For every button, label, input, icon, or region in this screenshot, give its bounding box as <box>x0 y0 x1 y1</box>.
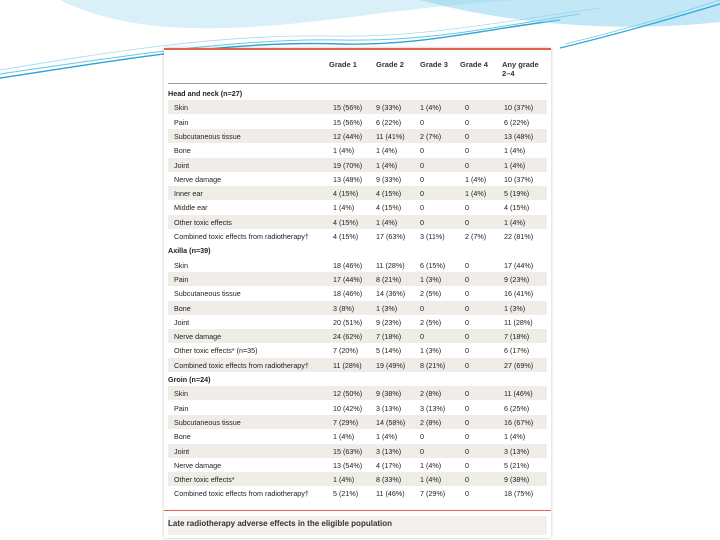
cell: 6 (22%) <box>504 117 530 127</box>
row-label: Joint <box>174 446 190 456</box>
cell: 15 (63%) <box>333 446 363 456</box>
cell: 0 <box>420 217 424 227</box>
cell: 0 <box>420 117 424 127</box>
table-row <box>168 172 547 186</box>
table-row <box>168 272 547 286</box>
cell: 0 <box>420 332 424 342</box>
cell: 0 <box>465 446 469 456</box>
cell: 13 (48%) <box>504 131 534 141</box>
cell: 2 (5%) <box>420 317 442 327</box>
cell: 11 (46%) <box>504 389 533 399</box>
cell: 1 (4%) <box>333 203 355 213</box>
cell: 0 <box>465 203 469 213</box>
cell: 3 (13%) <box>504 446 530 456</box>
table-row <box>168 158 547 172</box>
row-label: Joint <box>174 160 190 170</box>
cell: 10 (37%) <box>504 174 534 184</box>
cell: 0 <box>465 460 469 470</box>
table-row <box>168 329 547 343</box>
cell: 0 <box>465 389 469 399</box>
table-row <box>168 200 547 214</box>
cell: 0 <box>420 303 424 313</box>
cell: 1 (4%) <box>504 217 526 227</box>
table-row <box>168 386 547 400</box>
cell: 1 (4%) <box>420 475 442 485</box>
cell: 2 (7%) <box>465 232 487 241</box>
cell: 27 (69%) <box>504 360 534 370</box>
table-row <box>168 115 547 129</box>
row-label: Subcutaneous tissue <box>174 417 241 427</box>
cell: 9 (38%) <box>504 475 530 485</box>
cell: 1 (4%) <box>333 146 355 156</box>
cell: 16 (67%) <box>504 417 534 427</box>
cell: 18 (46%) <box>333 289 363 299</box>
cell: 6 (17%) <box>504 346 530 356</box>
cell: 7 (29%) <box>333 417 359 427</box>
row-label: Nerve damage <box>174 332 222 342</box>
cell: 5 (21%) <box>333 489 359 499</box>
header-grade-3: Grade 3 <box>420 60 448 69</box>
cell: 1 (4%) <box>420 460 442 470</box>
cell: 3 (13%) <box>376 446 402 456</box>
cell: 0 <box>420 160 424 170</box>
row-label: Combined toxic effects from radiotherapy† <box>174 232 309 241</box>
cell: 2 (7%) <box>420 131 442 141</box>
cell: 1 (4%) <box>504 160 526 170</box>
cell: 1 (4%) <box>420 103 442 113</box>
table-row <box>168 472 547 486</box>
cell: 22 (81%) <box>504 232 534 241</box>
table-row <box>168 358 547 372</box>
section-row <box>168 372 547 386</box>
cell: 0 <box>465 403 469 413</box>
row-label: Pain <box>174 403 189 413</box>
cell: 15 (56%) <box>333 103 363 113</box>
cell: 0 <box>420 446 424 456</box>
cell: 2 (5%) <box>420 289 442 299</box>
row-label: Subcutaneous tissue <box>174 289 241 299</box>
row-label: Middle ear <box>174 203 208 213</box>
top-rule <box>164 48 551 50</box>
cell: 0 <box>420 146 424 156</box>
cell: 0 <box>420 432 424 442</box>
cell: 11 (28%) <box>333 360 362 370</box>
cell: 0 <box>465 160 469 170</box>
cell: 1 (3%) <box>376 303 398 313</box>
cell: 0 <box>465 475 469 485</box>
cell: 6 (25%) <box>504 403 530 413</box>
cell: 0 <box>420 203 424 213</box>
cell: 4 (17%) <box>376 460 402 470</box>
cell: 11 (28%) <box>504 317 533 327</box>
cell: 9 (33%) <box>376 174 402 184</box>
cell: 5 (21%) <box>504 460 530 470</box>
cell: 0 <box>465 117 469 127</box>
row-label: Subcutaneous tissue <box>174 131 241 141</box>
cell: 5 (19%) <box>504 189 530 199</box>
table-row <box>168 315 547 329</box>
cell: 0 <box>465 303 469 313</box>
cell: 1 (4%) <box>376 146 398 156</box>
cell: 0 <box>465 289 469 299</box>
cell: 0 <box>465 217 469 227</box>
row-label: Pain <box>174 274 189 284</box>
section-label: Axilla (n=39) <box>168 246 211 256</box>
row-label: Skin <box>174 389 188 399</box>
cell: 7 (29%) <box>420 489 446 499</box>
cell: 17 (44%) <box>504 260 534 270</box>
row-label: Nerve damage <box>174 174 222 184</box>
row-label: Bone <box>174 303 191 313</box>
cell: 1 (4%) <box>376 432 398 442</box>
header-any-grade: Any grade 2–4 <box>502 60 539 78</box>
cell: 4 (15%) <box>376 203 402 213</box>
cell: 6 (22%) <box>376 117 402 127</box>
cell: 8 (33%) <box>376 475 402 485</box>
table-row <box>168 258 547 272</box>
table-row <box>168 444 547 458</box>
cell: 10 (37%) <box>504 103 534 113</box>
table-row <box>168 129 547 143</box>
cell: 17 (44%) <box>333 274 363 284</box>
cell: 0 <box>465 417 469 427</box>
table-row <box>168 429 547 443</box>
cell: 9 (33%) <box>376 103 402 113</box>
cell: 14 (36%) <box>376 289 406 299</box>
cell: 12 (50%) <box>333 389 363 399</box>
cell: 1 (3%) <box>420 346 442 356</box>
cell: 9 (38%) <box>376 389 402 399</box>
cell: 9 (23%) <box>504 274 530 284</box>
cell: 18 (75%) <box>504 489 534 499</box>
bottom-rule <box>164 510 551 511</box>
header-grade-1: Grade 1 <box>329 60 357 69</box>
header-rule <box>168 83 547 84</box>
cell: 4 (15%) <box>333 232 359 241</box>
cell: 1 (3%) <box>504 303 526 313</box>
cell: 11 (46%) <box>376 489 405 499</box>
cell: 0 <box>420 174 424 184</box>
table-row <box>168 143 547 157</box>
cell: 13 (54%) <box>333 460 363 470</box>
cell: 20 (51%) <box>333 317 363 327</box>
table-figure <box>164 48 551 538</box>
cell: 7 (18%) <box>376 332 402 342</box>
table-row <box>168 100 547 114</box>
row-label: Other toxic effects* (n=35) <box>174 346 258 356</box>
row-label: Combined toxic effects from radiotherapy† <box>174 360 309 370</box>
cell: 1 (4%) <box>376 160 398 170</box>
cell: 12 (44%) <box>333 131 363 141</box>
cell: 14 (58%) <box>376 417 406 427</box>
cell: 0 <box>465 146 469 156</box>
cell: 0 <box>465 360 469 370</box>
cell: 0 <box>465 346 469 356</box>
row-label: Pain <box>174 117 189 127</box>
section-row <box>168 243 547 257</box>
cell: 4 (15%) <box>376 189 402 199</box>
cell: 0 <box>465 332 469 342</box>
cell: 0 <box>465 432 469 442</box>
cell: 1 (4%) <box>376 217 398 227</box>
cell: 1 (4%) <box>333 432 355 442</box>
cell: 15 (56%) <box>333 117 363 127</box>
row-label: Other toxic effects* <box>174 475 235 485</box>
cell: 3 (8%) <box>333 303 355 313</box>
cell: 8 (21%) <box>420 360 446 370</box>
table-row <box>168 286 547 300</box>
cell: 2 (8%) <box>420 389 442 399</box>
header-grade-4: Grade 4 <box>460 60 488 69</box>
cell: 17 (63%) <box>376 232 406 241</box>
cell: 5 (14%) <box>376 346 402 356</box>
cell: 4 (15%) <box>504 203 530 213</box>
cell: 11 (41%) <box>376 131 405 141</box>
section-label: Groin (n=24) <box>168 375 211 384</box>
cell: 11 (28%) <box>376 260 405 270</box>
cell: 7 (18%) <box>504 332 530 342</box>
cell: 1 (4%) <box>504 432 526 442</box>
row-label: Other toxic effects <box>174 217 232 227</box>
table-row <box>168 415 547 429</box>
table-row <box>168 401 547 415</box>
cell: 0 <box>465 489 469 499</box>
cell: 0 <box>465 260 469 270</box>
section-label: Head and neck (n=27) <box>168 89 243 98</box>
cell: 0 <box>465 274 469 284</box>
cell: 1 (4%) <box>333 475 355 485</box>
cell: 8 (21%) <box>376 274 402 284</box>
row-label: Bone <box>174 432 191 442</box>
cell: 13 (48%) <box>333 174 363 184</box>
cell: 24 (62%) <box>333 332 363 342</box>
row-label: Inner ear <box>174 189 203 199</box>
cell: 1 (3%) <box>420 274 442 284</box>
cell: 4 (15%) <box>333 189 359 199</box>
cell: 1 (4%) <box>465 189 487 199</box>
cell: 7 (20%) <box>333 346 359 356</box>
cell: 16 (41%) <box>504 289 534 299</box>
cell: 10 (42%) <box>333 403 363 413</box>
cell: 9 (23%) <box>376 317 402 327</box>
table-row <box>168 186 547 200</box>
cell: 4 (15%) <box>333 217 359 227</box>
cell: 3 (13%) <box>376 403 402 413</box>
cell: 0 <box>420 189 424 199</box>
cell: 1 (4%) <box>465 174 487 184</box>
row-label: Skin <box>174 260 188 270</box>
row-label: Bone <box>174 146 191 156</box>
cell: 6 (15%) <box>420 260 446 270</box>
table-row <box>168 229 547 243</box>
header-grade-2: Grade 2 <box>376 60 404 69</box>
cell: 0 <box>465 317 469 327</box>
cell: 1 (4%) <box>504 146 526 156</box>
cell: 19 (49%) <box>376 360 406 370</box>
row-label: Joint <box>174 317 190 327</box>
table-row <box>168 301 547 315</box>
row-label: Nerve damage <box>174 460 222 470</box>
table-caption: Late radiotherapy adverse effects in the eligible population <box>168 516 547 535</box>
cell: 3 (11%) <box>420 232 445 241</box>
section-row <box>168 86 547 100</box>
cell: 0 <box>465 131 469 141</box>
cell: 2 (8%) <box>420 417 442 427</box>
row-label: Combined toxic effects from radiotherapy† <box>174 489 309 499</box>
cell: 0 <box>465 103 469 113</box>
cell: 3 (13%) <box>420 403 446 413</box>
table-row <box>168 215 547 229</box>
table-row <box>168 486 547 500</box>
cell: 19 (70%) <box>333 160 363 170</box>
row-label: Skin <box>174 103 188 113</box>
table-row <box>168 343 547 357</box>
table-row <box>168 458 547 472</box>
cell: 18 (46%) <box>333 260 363 270</box>
